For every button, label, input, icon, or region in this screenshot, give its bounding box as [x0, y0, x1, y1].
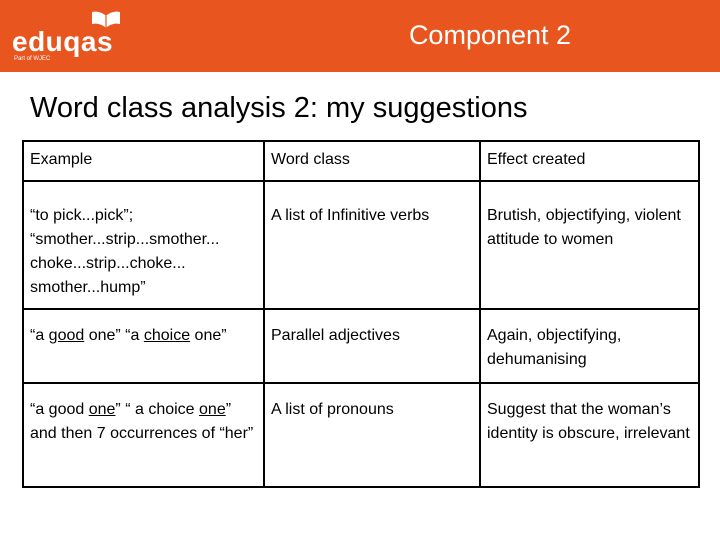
example-cell: [23, 383, 264, 487]
example-text: “a good: [30, 401, 89, 418]
underlined-word: good: [48, 327, 85, 344]
example-text: one”: [190, 327, 227, 344]
word-class-cell: Parallel adjectives: [264, 309, 480, 383]
example-cell: [23, 309, 264, 383]
effect-cell: Again, objectifying, dehumanising: [480, 309, 699, 383]
table-row: [23, 309, 699, 383]
logo-wordmark: eduqas: [12, 26, 114, 57]
logo-subtext: Part of WJEC: [14, 56, 51, 62]
column-header-effect: Effect created: [480, 141, 699, 181]
example-text: “a: [30, 327, 49, 344]
header-bar: [0, 0, 720, 72]
underlined-word: one: [199, 401, 226, 418]
table-row: [23, 383, 699, 487]
example-cell: “to pick...pick”; “smother...strip...smother... choke...strip...choke... smother...hump”: [23, 181, 264, 309]
analysis-table: [22, 140, 700, 488]
page-title: Word class analysis 2: my suggestions: [30, 92, 528, 124]
component-title: Component 2: [408, 20, 572, 50]
underlined-word: one: [88, 401, 116, 418]
example-text: one” “a: [84, 327, 144, 344]
column-header-word-class: Word class: [264, 141, 480, 181]
effect-cell: Brutish, objectifying, violent attitude to women: [480, 181, 699, 309]
word-class-cell: A list of Infinitive verbs: [264, 181, 480, 309]
eduqas-logo[interactable]: [12, 8, 132, 68]
example-text: ” “ a choice: [115, 401, 200, 418]
word-class-cell: A list of pronouns: [264, 383, 480, 487]
table-header-row: [23, 141, 699, 181]
column-header-example: Example: [23, 141, 264, 181]
table-row: [23, 181, 699, 309]
effect-cell: Suggest that the woman’s identity is obscure, irrelevant: [480, 383, 699, 487]
underlined-word: choice: [143, 327, 191, 344]
example-text: ” and then 7 occurrences of “her”: [30, 401, 254, 442]
